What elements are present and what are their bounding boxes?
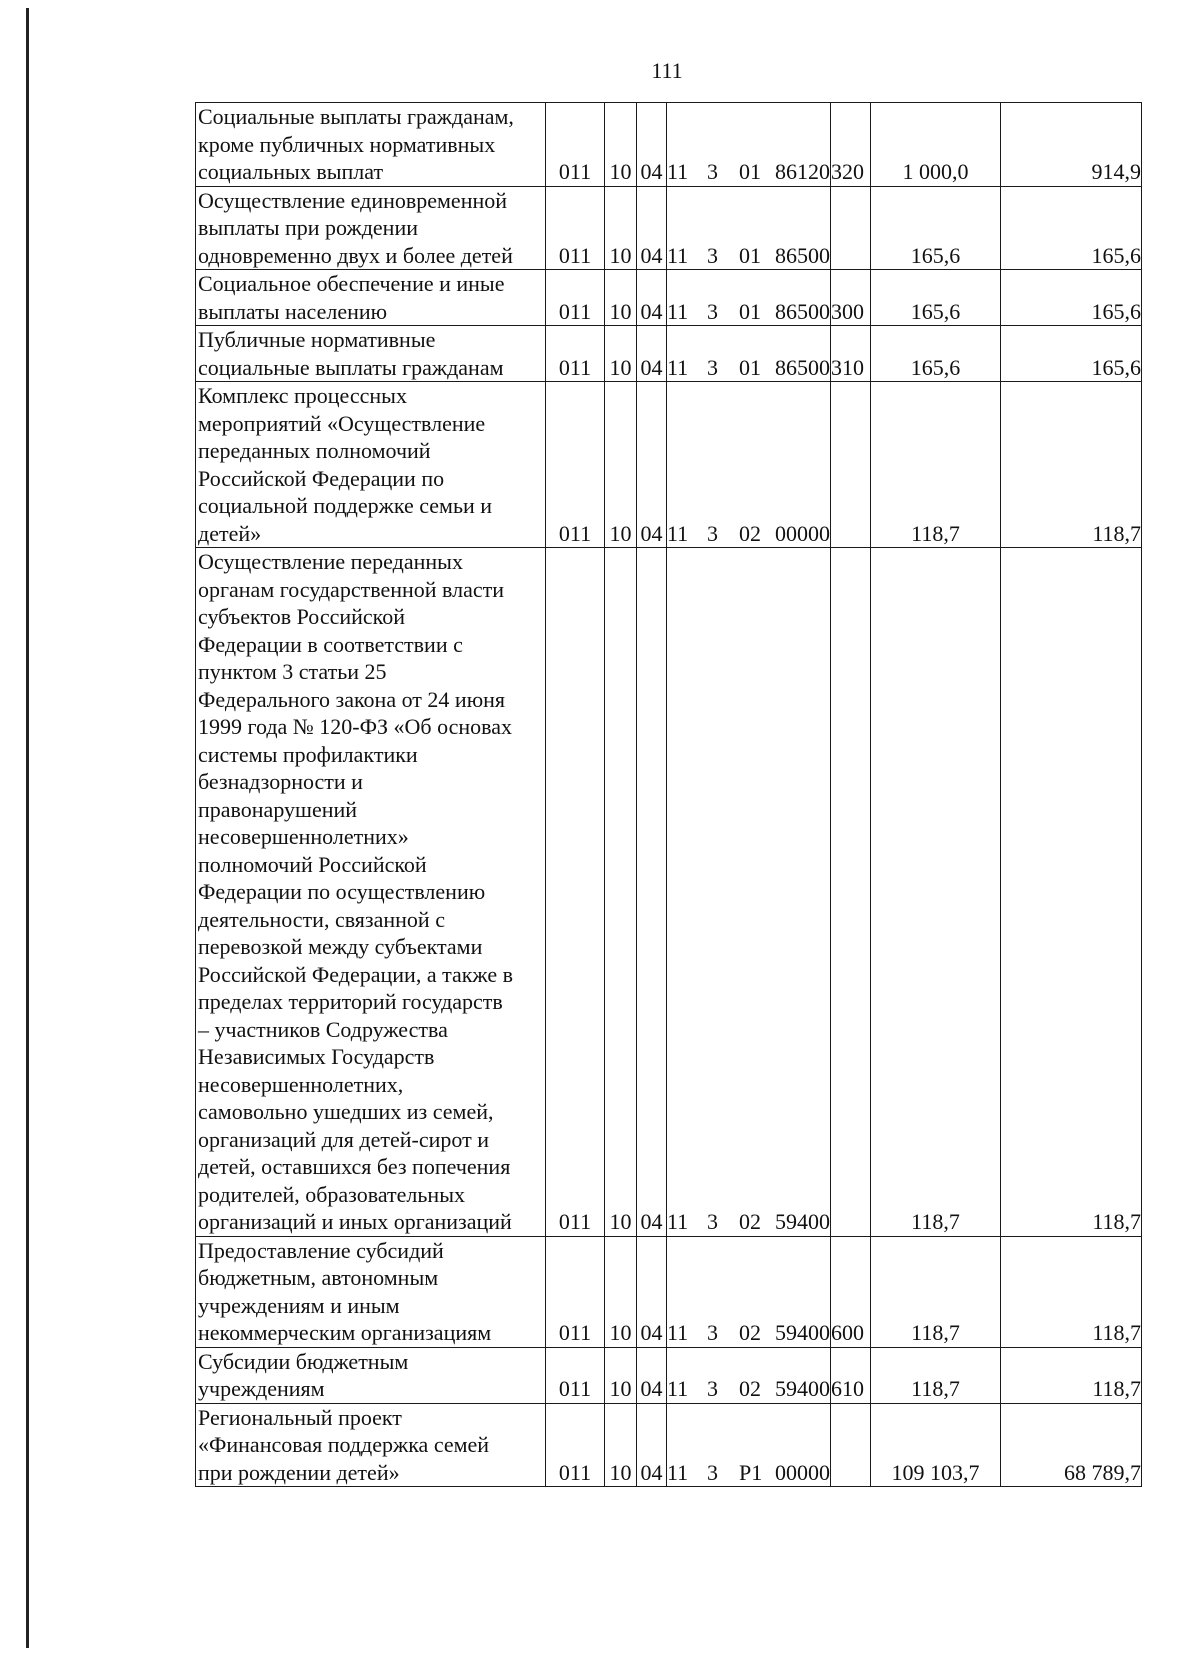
section-code-cell: 10 (605, 548, 637, 1237)
expense-name-cell: Комплекс процессных мероприятий «Осуществление переданных полномочий Российской Федерации по социальной поддержке семьи и детей» (196, 382, 546, 548)
expense-name-cell: Субсидии бюджетным учреждениям (196, 1347, 546, 1403)
executed-amount-cell: 118,7 (1001, 1236, 1142, 1347)
planned-amount-cell: 1 000,0 (871, 103, 1001, 187)
budget-table-body (196, 103, 1142, 1487)
executed-amount-cell: 165,6 (1001, 186, 1142, 270)
subsection-code-cell: 04 (637, 1403, 667, 1487)
target-program-part: 11 (667, 1209, 689, 1234)
section-code-cell: 10 (605, 382, 637, 548)
table-row (196, 103, 1142, 187)
target-program-part: 11 (667, 242, 689, 268)
binding-edge-line (26, 8, 29, 1648)
expense-name-cell: Региональный проект «Финансовая поддержка семей при рождении детей» (196, 1403, 546, 1487)
target-program-part: 11 (667, 298, 689, 324)
target-direction-part: 86500 (775, 242, 830, 268)
target-direction-part: 59400 (775, 1320, 830, 1345)
target-subprogram-part: 3 (707, 354, 718, 380)
department-code-cell: 011 (546, 548, 605, 1237)
target-subprogram-part: 3 (707, 1376, 718, 1401)
section-code-cell: 10 (605, 326, 637, 382)
section-code-cell: 10 (605, 1347, 637, 1403)
target-article-code-cell (667, 1347, 831, 1403)
table-row (196, 1347, 1142, 1403)
target-article-code-cell (667, 382, 831, 548)
subsection-code-cell: 04 (637, 186, 667, 270)
expense-name-cell: Предоставление субсидий бюджетным, автономным учреждениям и иным некоммерческим организациям (196, 1236, 546, 1347)
subsection-code-cell: 04 (637, 382, 667, 548)
table-row (196, 1236, 1142, 1347)
subsection-code-cell: 04 (637, 548, 667, 1237)
target-direction-part: 00000 (775, 520, 830, 546)
table-row (196, 1403, 1142, 1487)
expense-type-code-cell (831, 382, 871, 548)
subsection-code-cell: 04 (637, 103, 667, 187)
target-subprogram-part: 3 (707, 242, 718, 268)
target-direction-part: 86500 (775, 354, 830, 380)
executed-amount-cell: 165,6 (1001, 270, 1142, 326)
executed-amount-cell: 118,7 (1001, 382, 1142, 548)
table-row (196, 326, 1142, 382)
table-row (196, 548, 1142, 1237)
department-code-cell: 011 (546, 270, 605, 326)
target-program-part: 11 (667, 1376, 689, 1401)
subsection-code-cell: 04 (637, 270, 667, 326)
target-activity-part: 02 (739, 1376, 761, 1401)
target-subprogram-part: 3 (707, 1459, 718, 1485)
target-article-code-cell (667, 103, 831, 187)
target-activity-part: 01 (739, 242, 761, 268)
executed-amount-cell: 914,9 (1001, 103, 1142, 187)
page-number: 111 (651, 58, 683, 83)
subsection-code-cell: 04 (637, 326, 667, 382)
planned-amount-cell: 118,7 (871, 382, 1001, 548)
department-code-cell: 011 (546, 103, 605, 187)
expense-type-code-cell: 300 (831, 270, 871, 326)
section-code-cell: 10 (605, 103, 637, 187)
target-article-code-cell (667, 1403, 831, 1487)
expense-type-code-cell: 610 (831, 1347, 871, 1403)
target-direction-part: 86500 (775, 298, 830, 324)
target-article-code-cell (667, 186, 831, 270)
section-code-cell: 10 (605, 270, 637, 326)
expense-name-cell: Осуществление единовременной выплаты при рождении одновременно двух и более детей (196, 186, 546, 270)
budget-table (195, 102, 1142, 1487)
expense-name-cell: Публичные нормативные социальные выплаты гражданам (196, 326, 546, 382)
expense-type-code-cell (831, 548, 871, 1237)
target-direction-part: 59400 (775, 1209, 830, 1234)
executed-amount-cell: 165,6 (1001, 326, 1142, 382)
planned-amount-cell: 109 103,7 (871, 1403, 1001, 1487)
target-program-part: 11 (667, 159, 689, 184)
planned-amount-cell: 165,6 (871, 326, 1001, 382)
department-code-cell: 011 (546, 1403, 605, 1487)
target-program-part: 11 (667, 1320, 689, 1345)
department-code-cell: 011 (546, 1347, 605, 1403)
expense-name-cell: Социальное обеспечение и иные выплаты населению (196, 270, 546, 326)
target-subprogram-part: 3 (707, 298, 718, 324)
target-activity-part: 01 (739, 298, 761, 324)
target-article-code-cell (667, 1236, 831, 1347)
department-code-cell: 011 (546, 186, 605, 270)
table-row (196, 382, 1142, 548)
target-subprogram-part: 3 (707, 520, 718, 546)
target-article-code-cell (667, 270, 831, 326)
target-activity-part: 02 (739, 520, 761, 546)
section-code-cell: 10 (605, 1236, 637, 1347)
target-subprogram-part: 3 (707, 1320, 718, 1345)
subsection-code-cell: 04 (637, 1236, 667, 1347)
target-direction-part: 59400 (775, 1376, 830, 1401)
target-activity-part: 01 (739, 159, 761, 184)
section-code-cell: 10 (605, 186, 637, 270)
target-activity-part: 02 (739, 1209, 761, 1234)
subsection-code-cell: 04 (637, 1347, 667, 1403)
target-subprogram-part: 3 (707, 159, 718, 184)
executed-amount-cell: 118,7 (1001, 548, 1142, 1237)
executed-amount-cell: 68 789,7 (1001, 1403, 1142, 1487)
target-subprogram-part: 3 (707, 1209, 718, 1234)
expense-type-code-cell (831, 1403, 871, 1487)
planned-amount-cell: 165,6 (871, 186, 1001, 270)
target-article-code-cell (667, 548, 831, 1237)
target-activity-part: 02 (739, 1320, 761, 1345)
target-program-part: 11 (667, 1459, 689, 1485)
section-code-cell: 10 (605, 1403, 637, 1487)
target-direction-part: 00000 (775, 1459, 830, 1485)
planned-amount-cell: 165,6 (871, 270, 1001, 326)
department-code-cell: 011 (546, 1236, 605, 1347)
target-program-part: 11 (667, 354, 689, 380)
target-program-part: 11 (667, 520, 689, 546)
department-code-cell: 011 (546, 382, 605, 548)
expense-name-cell: Социальные выплаты гражданам, кроме публичных нормативных социальных выплат (196, 103, 546, 187)
department-code-cell: 011 (546, 326, 605, 382)
expense-name-cell: Осуществление переданных органам государственной власти субъектов Российской Федерации в соответствии с пунктом 3 статьи 25 Федерального закона от 24 июня 1999 года № 120-ФЗ «Об основах системы профилактики безнадзорности и правонарушений несовершеннолетних» полномочий Российской Федерации по осуществлению деятельности, связанной с перевозкой между субъектами Российской Федерации, а также в пределах территорий государств – участников Содружества Независимых Государств несовершеннолетних, самовольно ушедших из семей, организаций для детей-сирот и детей, оставшихся без попечения родителей, образовательных организаций и иных организаций (196, 548, 546, 1237)
expense-type-code-cell: 320 (831, 103, 871, 187)
expense-type-code-cell: 310 (831, 326, 871, 382)
planned-amount-cell: 118,7 (871, 1236, 1001, 1347)
table-row (196, 186, 1142, 270)
planned-amount-cell: 118,7 (871, 548, 1001, 1237)
target-activity-part: Р1 (739, 1459, 763, 1485)
target-direction-part: 86120 (775, 159, 830, 184)
expense-type-code-cell: 600 (831, 1236, 871, 1347)
planned-amount-cell: 118,7 (871, 1347, 1001, 1403)
table-row (196, 270, 1142, 326)
executed-amount-cell: 118,7 (1001, 1347, 1142, 1403)
target-activity-part: 01 (739, 354, 761, 380)
expense-type-code-cell (831, 186, 871, 270)
target-article-code-cell (667, 326, 831, 382)
